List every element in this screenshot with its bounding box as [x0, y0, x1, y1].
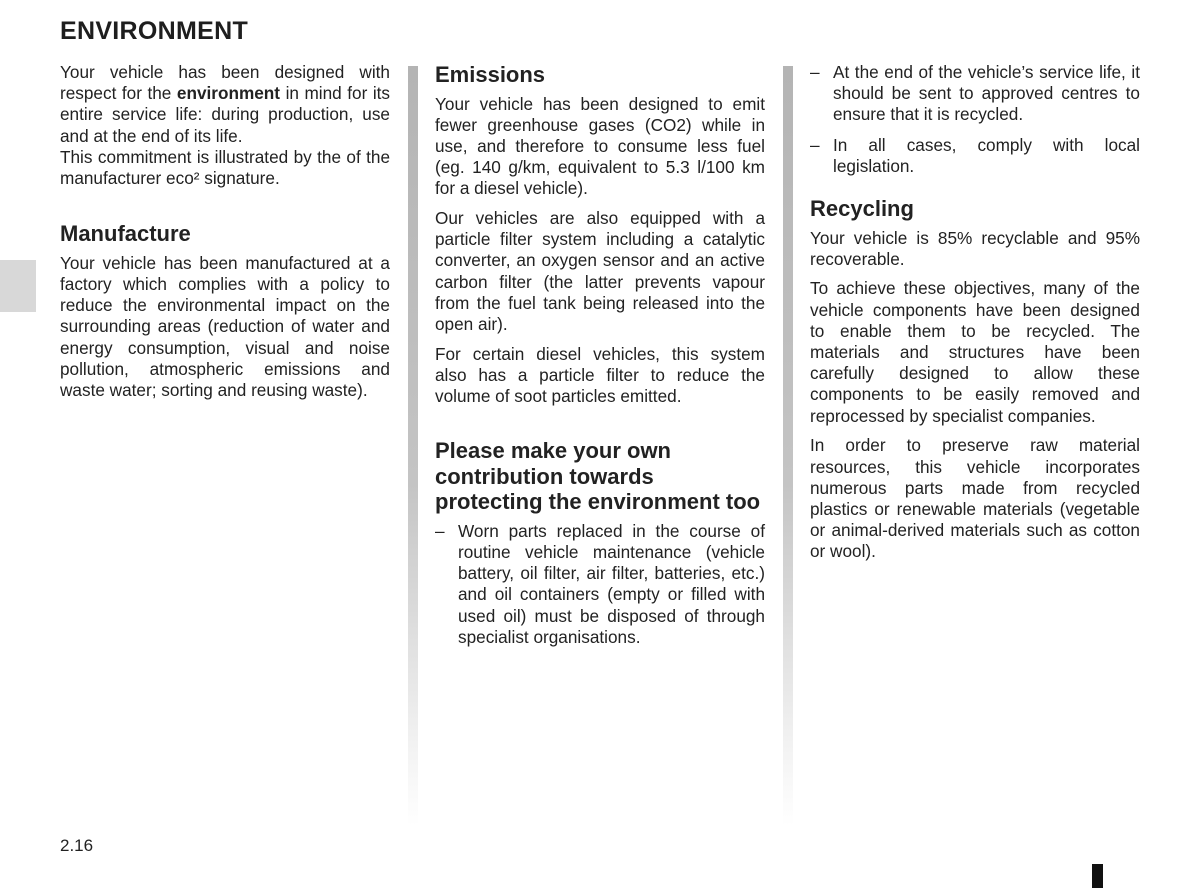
column-two [435, 62, 765, 657]
bullet-text: At the end of the vehicle’s service life, it should be sent to approved centres to ensure that it is recycled. [833, 62, 1140, 125]
intro-bold-word: environment [176, 83, 281, 104]
manufacture-heading: Manufacture [60, 221, 191, 247]
chapter-tab-marker [0, 260, 36, 312]
column-divider-left [408, 66, 418, 826]
bullet-dash: – [810, 134, 820, 155]
bullet-item-local-legislation [810, 135, 1140, 177]
emissions-paragraph-3: For certain diesel vehicles, this system also has a particle filter to reduce the volume of soot particles emitted. [435, 343, 765, 407]
recycling-paragraph-3: In order to preserve raw material resources, this vehicle incorporates numerous parts made from recycled plastics or renewable materials (vegetable or animal-derived materials such as cotton or wool). [810, 435, 1140, 562]
intro-text-start: Your vehicle has been designed with respect for the [60, 62, 390, 104]
bullet-text: Worn parts replaced in the course of routine vehicle maintenance (vehicle battery, oil filter, air filter, batteries, etc.) and oil containers (empty or filled with used oil) must be disposed of through specialist organisations. [458, 520, 765, 647]
contribution-heading: Please make your own contribution towards protecting the environment too [435, 438, 761, 515]
page-number: 2.16 [60, 836, 94, 855]
commitment-paragraph: This commitment is illustrated by the of the manufacturer eco² signature. [60, 146, 390, 189]
emissions-heading: Emissions [435, 62, 546, 87]
page-corner-marker [1092, 864, 1103, 888]
intro-text-end: in mind for its entire service life: during production, use and at the end of its life. [60, 83, 391, 146]
recycling-paragraph-2: To achieve these objectives, many of the vehicle components have been designed to enable them to be recycled. The materials and structures have been carefully designed to allow these components to be easily removed and reprocessed by specialist companies. [810, 278, 1140, 426]
bullet-item-worn-parts [435, 521, 765, 648]
column-one [60, 62, 390, 410]
bullet-text: In all cases, comply with local legislation. [833, 134, 1140, 176]
recycling-heading: Recycling [810, 196, 914, 222]
page-title: ENVIRONMENT [60, 17, 249, 45]
column-divider-right [783, 66, 793, 826]
emissions-paragraph-1: Your vehicle has been designed to emit fewer greenhouse gases (CO2) while in use, and therefore to consume less fuel (eg. 140 g/km, equivalent to 5.3 l/100 km for a diesel vehicle). [435, 93, 765, 199]
bullet-dash: – [810, 62, 820, 82]
column-three [810, 62, 1140, 571]
bullet-item-end-of-life [810, 62, 1140, 126]
bullet-dash: – [435, 520, 445, 541]
manufacture-paragraph: Your vehicle has been manufactured at a factory which complies with a policy to reduce the environmental impact on the surrounding areas (reduction of water and energy consumption, visual and noise pollution, atmospheric emissions and waste water; sorting and reusing waste). [60, 252, 390, 400]
intro-paragraph [60, 62, 390, 147]
recycling-paragraph-1: Your vehicle is 85% recyclable and 95% recoverable. [810, 227, 1140, 269]
emissions-paragraph-2: Our vehicles are also equipped with a particle filter system including a catalytic converter, an oxygen sensor and an active carbon filter (the latter prevents vapour from the fuel tank being released into the open air). [435, 208, 765, 335]
